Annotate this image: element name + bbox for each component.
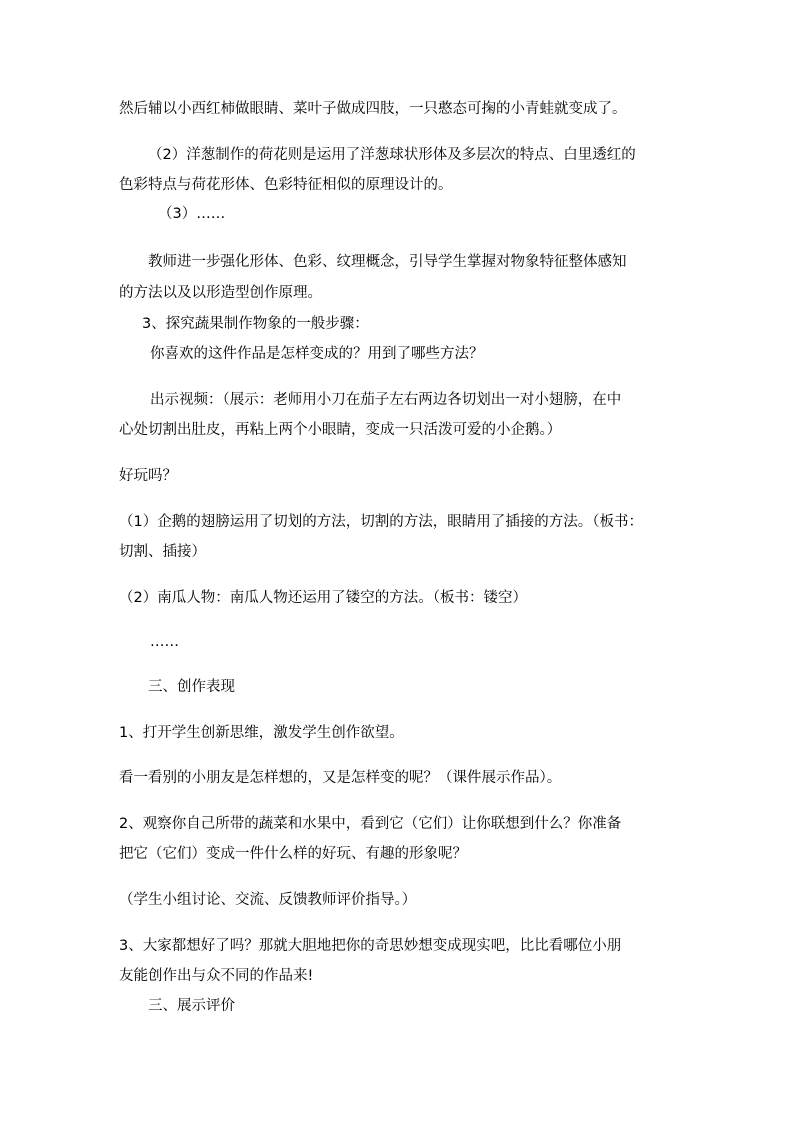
text-line: （学生小组讨论、交流、反馈教师评价指导。） [119,892,417,908]
text-line: 好玩吗？ [119,468,177,484]
text-line: （3）…… [158,206,226,222]
text-line: 切割、插接） [119,544,206,560]
text-line: 然后辅以小西红柿做眼睛、菜叶子做成四肢，一只憨态可掬的小青蛙就变成了。 [119,101,627,117]
text-line: …… [150,634,179,650]
text-line: 的方法以及以形造型创作原理。 [119,285,322,301]
text-line: 1、打开学生创新思维，激发学生创作欲望。 [119,725,404,741]
text-line: （1）企鹅的翅膀运用了切划的方法，切割的方法，眼睛用了插接的方法。（板书： [119,514,643,530]
text-line: 3、大家都想好了吗？那就大胆地把你的奇思妙想变成现实吧，比比看哪位小朋 [119,938,622,954]
text-line: 友能创作出与众不同的作品来! [119,968,314,984]
text-line: （2）南瓜人物：南瓜人物还运用了镂空的方法。（板书：镂空） [119,590,527,606]
section-heading: 三、创作表现 [148,679,235,695]
section-heading: 三、展示评价 [148,998,235,1014]
text-line: （2）洋葱制作的荷花则是运用了洋葱球状形体及多层次的特点、白里透红的 [148,147,636,163]
text-line: 看一看别的小朋友是怎样想的，又是怎样变的呢？（课件展示作品）。 [119,770,562,786]
text-line: 出示视频：（展示：老师用小刀在茄子左右两边各切划出一对小翅膀，在中 [150,392,622,408]
text-line: 2、观察你自己所带的蔬菜和水果中，看到它（它们）让你联想到什么？你准备 [119,816,622,832]
text-line: 色彩特点与荷花形体、色彩特征相似的原理设计的。 [119,177,453,193]
text-line: 3、探究蔬果制作物象的一般步骤： [142,316,369,332]
text-line: 你喜欢的这件作品是怎样变成的？用到了哪些方法？ [150,346,484,362]
text-line: 心处切割出肚皮，再粘上两个小眼睛，变成一只活泼可爱的小企鹅。） [119,422,562,438]
text-line: 教师进一步强化形体、色彩、纹理概念，引导学生掌握对物象特征整体感知 [148,254,627,270]
text-line: 把它（它们）变成一件什么样的好玩、有趣的形象呢？ [119,846,467,862]
